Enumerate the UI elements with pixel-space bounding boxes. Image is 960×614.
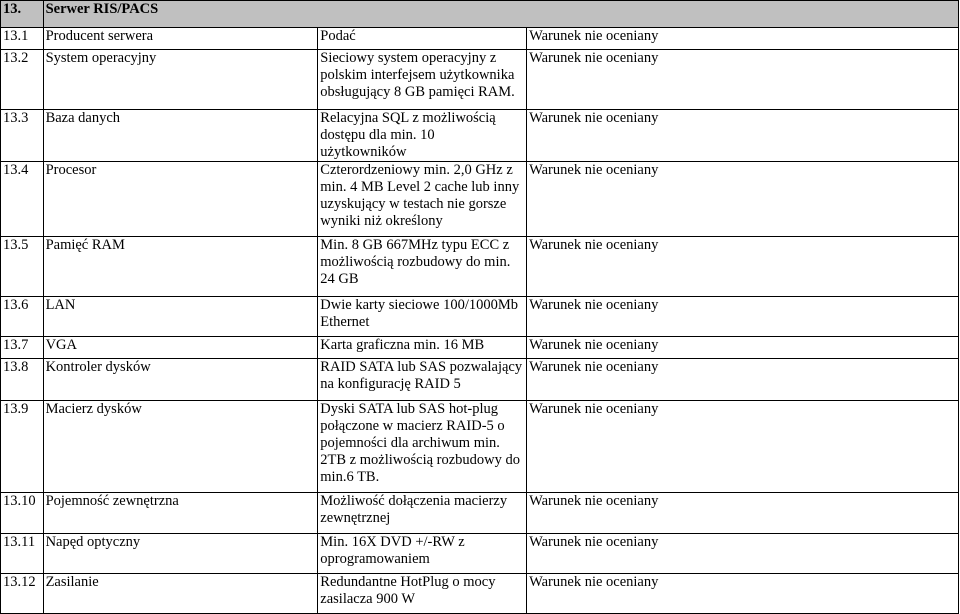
row-requirement: Możliwość dołączenia macierzy zewnętrznej xyxy=(318,493,527,534)
table-row xyxy=(1,359,959,401)
table-row xyxy=(1,237,959,297)
table-row xyxy=(1,162,959,237)
table-row xyxy=(1,337,959,359)
row-requirement: Czterordzeniowy min. 2,0 GHz z min. 4 MB Level 2 cache lub inny uzyskujący w testach nie gorsze wyniki niż określony xyxy=(318,162,527,237)
row-status: Warunek nie oceniany xyxy=(527,574,959,614)
row-requirement: Dwie karty sieciowe 100/1000Mb Ethernet xyxy=(318,297,527,337)
row-number: 13.11 xyxy=(1,534,44,574)
row-status: Warunek nie oceniany xyxy=(527,110,959,162)
row-name: Baza danych xyxy=(43,110,318,162)
row-number: 13.12 xyxy=(1,574,44,614)
row-requirement: Min. 8 GB 667MHz typu ECC z możliwością rozbudowy do min. 24 GB xyxy=(318,237,527,297)
row-name: Pamięć RAM xyxy=(43,237,318,297)
row-requirement: Dyski SATA lub SAS hot-plug połączone w macierz RAID-5 o pojemności dla archiwum min. 2TB z możliwością rozbudowy do min.6 TB. xyxy=(318,401,527,493)
row-name: Pojemność zewnętrzna xyxy=(43,493,318,534)
row-number: 13.8 xyxy=(1,359,44,401)
row-number: 13.7 xyxy=(1,337,44,359)
row-status: Warunek nie oceniany xyxy=(527,493,959,534)
row-name: System operacyjny xyxy=(43,50,318,110)
table-row xyxy=(1,28,959,50)
row-status: Warunek nie oceniany xyxy=(527,237,959,297)
row-number: 13.9 xyxy=(1,401,44,493)
row-name: Napęd optyczny xyxy=(43,534,318,574)
row-name: Producent serwera xyxy=(43,28,318,50)
row-requirement: Sieciowy system operacyjny z polskim interfejsem użytkownika obsługujący 8 GB pamięci RAM. xyxy=(318,50,527,110)
row-status: Warunek nie oceniany xyxy=(527,534,959,574)
table-row xyxy=(1,50,959,110)
row-status: Warunek nie oceniany xyxy=(527,297,959,337)
table-row xyxy=(1,493,959,534)
row-name: Kontroler dysków xyxy=(43,359,318,401)
section-number: 13. xyxy=(1,1,44,28)
row-status: Warunek nie oceniany xyxy=(527,50,959,110)
row-requirement: Karta graficzna min. 16 MB xyxy=(318,337,527,359)
row-requirement: Redundantne HotPlug o mocy zasilacza 900 W xyxy=(318,574,527,614)
table-row xyxy=(1,534,959,574)
row-number: 13.3 xyxy=(1,110,44,162)
row-status: Warunek nie oceniany xyxy=(527,28,959,50)
table-row xyxy=(1,401,959,493)
row-name: LAN xyxy=(43,297,318,337)
row-number: 13.1 xyxy=(1,28,44,50)
row-number: 13.6 xyxy=(1,297,44,337)
row-number: 13.4 xyxy=(1,162,44,237)
row-name: Procesor xyxy=(43,162,318,237)
table-row xyxy=(1,297,959,337)
row-number: 13.2 xyxy=(1,50,44,110)
row-requirement: RAID SATA lub SAS pozwalający na konfigurację RAID 5 xyxy=(318,359,527,401)
row-number: 13.10 xyxy=(1,493,44,534)
row-name: Zasilanie xyxy=(43,574,318,614)
row-requirement: Min. 16X DVD +/-RW z oprogramowaniem xyxy=(318,534,527,574)
row-status: Warunek nie oceniany xyxy=(527,162,959,237)
row-number: 13.5 xyxy=(1,237,44,297)
row-status: Warunek nie oceniany xyxy=(527,337,959,359)
table-row xyxy=(1,574,959,614)
table-row xyxy=(1,110,959,162)
row-requirement: Podać xyxy=(318,28,527,50)
row-name: Macierz dysków xyxy=(43,401,318,493)
row-status: Warunek nie oceniany xyxy=(527,359,959,401)
row-name: VGA xyxy=(43,337,318,359)
section-header-row xyxy=(1,1,959,28)
row-status: Warunek nie oceniany xyxy=(527,401,959,493)
row-requirement: Relacyjna SQL z możliwością dostępu dla min. 10 użytkowników xyxy=(318,110,527,162)
section-title: Serwer RIS/PACS xyxy=(43,1,958,28)
